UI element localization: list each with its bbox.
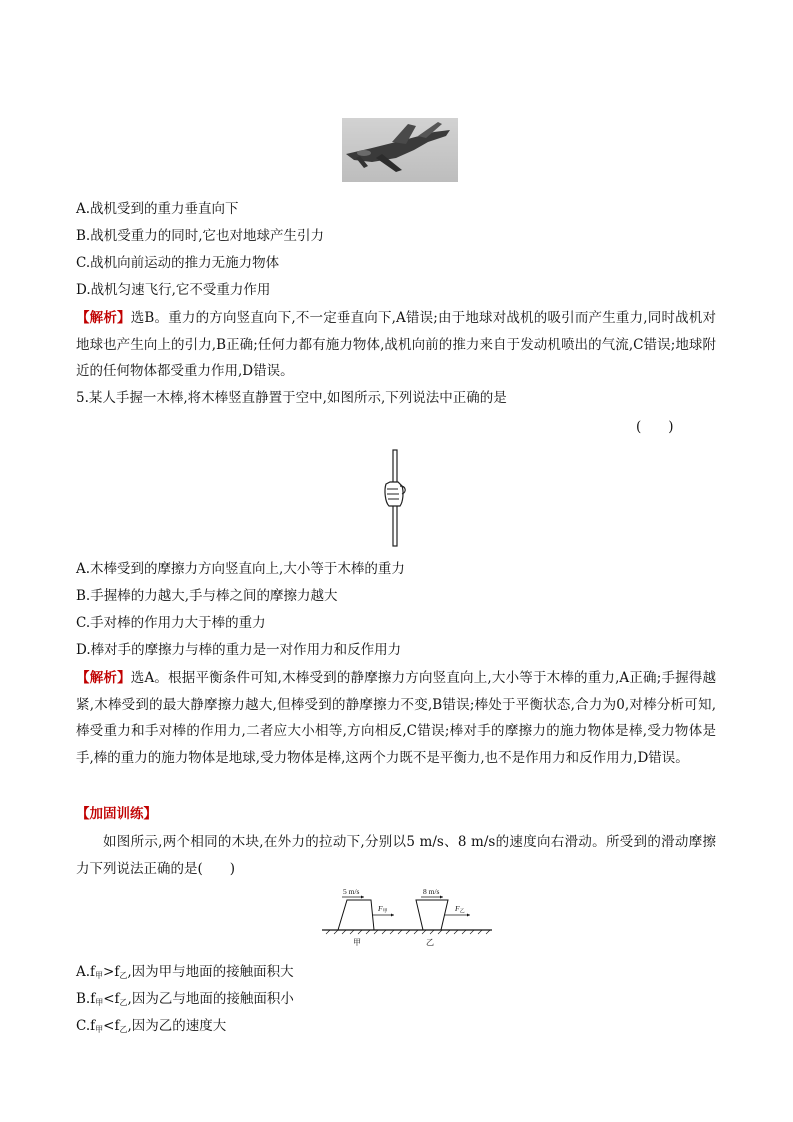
practice-stem: 如图所示,两个相同的木块,在外力的拉动下,分别以5 m/s、8 m/s的速度向右滑动。所受到的滑动摩擦力下列说法正确的是( ) xyxy=(76,834,716,877)
analysis-tag: 【解析】 xyxy=(76,670,131,686)
q4-analysis xyxy=(76,305,716,385)
q5-option-c: C.手对棒的作用力大于棒的重力 xyxy=(76,615,266,631)
fighter-jet-image xyxy=(342,118,458,182)
sliding-blocks-figure xyxy=(322,884,492,948)
practice-option-b: $B.f_甲<f_乙$,因为乙与地面的接触面积小 xyxy=(76,991,294,1007)
q4-option-d: D.战机匀速飞行,它不受重力作用 xyxy=(76,282,271,298)
q4-analysis-text: 选B。重力的方向竖直向下,不一定垂直向下,A错误;由于地球对战机的吸引而产生重力,同时战机对地球也产生向上的引力,B正确;任何力都有施力物体,战机向前的推力来自于发动机喷出的气流,C错误;地球附近的任何物体都受重力作用,D错误。 xyxy=(76,310,717,379)
analysis-tag: 【解析】 xyxy=(76,310,131,326)
q5-option-a: A.木棒受到的摩擦力方向竖直向上,大小等于木棒的重力 xyxy=(76,561,405,577)
q5-answer-bracket: ( ) xyxy=(636,419,674,435)
q5-analysis-text: 选A。根据平衡条件可知,木棒受到的静摩擦力方向竖直向上,大小等于木棒的重力,A正确;手握得越紧,木棒受到的最大静摩擦力越大,但棒受到的静摩擦力不变,B错误;棒处于平衡状态,合力为0,对棒分析可知,棒受重力和手对棒的作用力,二者应大小相等,方向相反,C错误;棒对手的摩擦力的施力物体是棒,受力物体是手,棒的重力的施力物体是地球,受力物体是棒,这两个力既不是平衡力,也不是作用力和反作用力,D错误。 xyxy=(76,670,717,766)
q4-option-b: B.战机受重力的同时,它也对地球产生引力 xyxy=(76,228,325,244)
practice-option-c: $C.f_甲<f_乙$,因为乙的速度大 xyxy=(76,1018,227,1034)
block-label-left: 甲 xyxy=(353,938,361,947)
q5-option-b: B.手握棒的力越大,手与棒之间的摩擦力越大 xyxy=(76,588,338,604)
hand-holding-stick-image xyxy=(378,448,412,548)
speed-label-right: 8 m/s xyxy=(423,887,440,896)
q5-stem: 5.某人手握一木棒,将木棒竖直静置于空中,如图所示,下列说法中正确的是 xyxy=(76,390,507,406)
block-label-right: 乙 xyxy=(426,938,434,947)
speed-label-left: 5 m/s xyxy=(343,887,360,896)
q5-analysis xyxy=(76,665,716,771)
q4-option-c: C.战机向前运动的推力无施力物体 xyxy=(76,255,280,271)
q4-option-a: A.战机受到的重力垂直向下 xyxy=(76,201,239,217)
q5-option-d: D.棒对手的摩擦力与棒的重力是一对作用力和反作用力 xyxy=(76,642,402,658)
force-label-left: $F_甲$ xyxy=(378,904,388,915)
practice-tag: 【加固训练】 xyxy=(76,806,157,822)
force-label-right: $F_乙$ xyxy=(455,904,465,915)
practice-option-a: $A.f_甲>f_乙$,因为甲与地面的接触面积大 xyxy=(76,964,294,980)
